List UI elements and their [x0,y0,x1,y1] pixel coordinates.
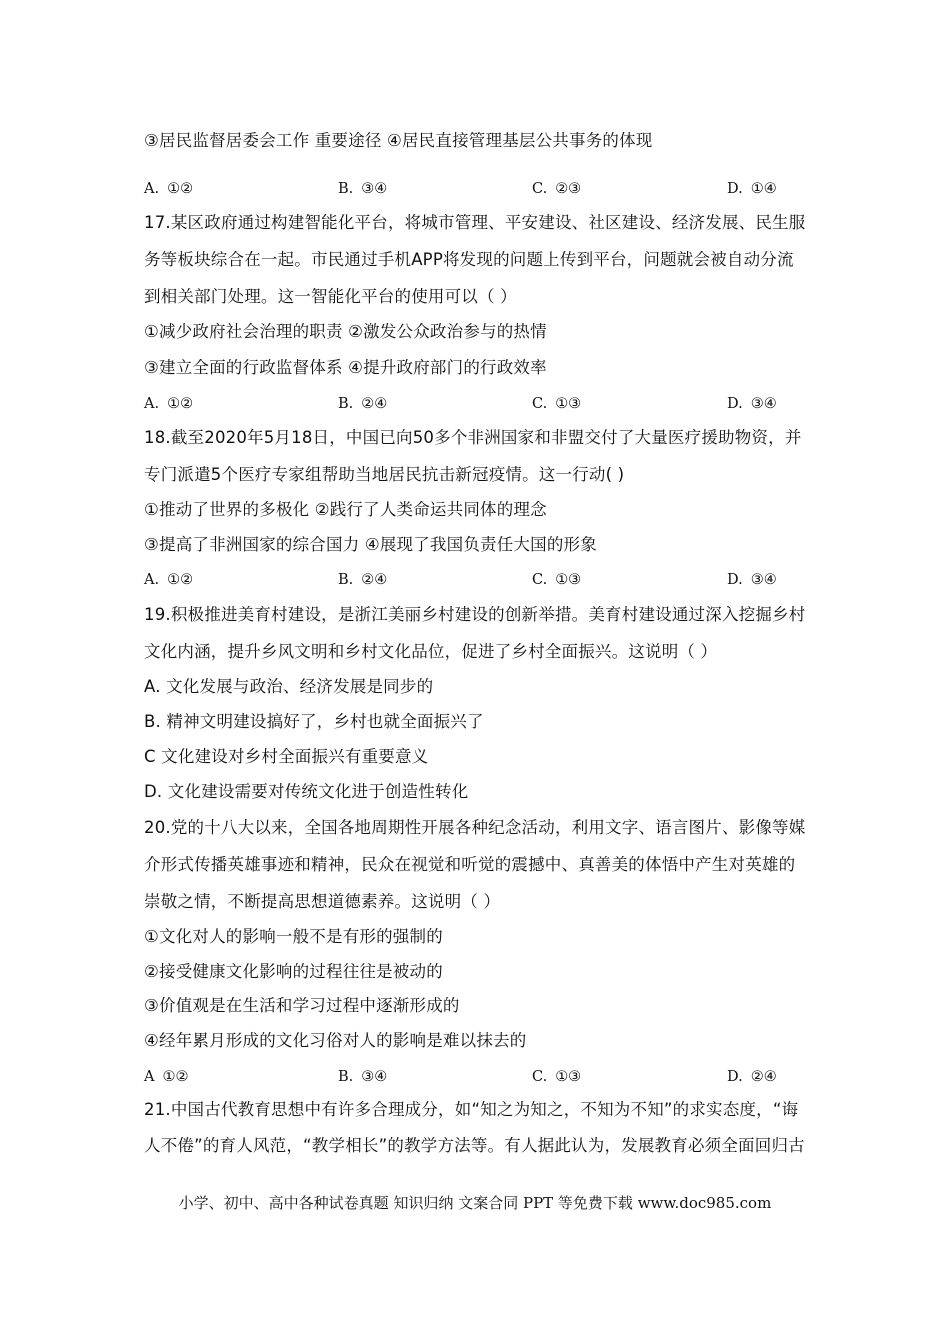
q16-options [144,179,824,199]
q18-stem-line-1: 18.截至2020年5月18日，中国已向50多个非洲国家和非盟交付了大量医疗援助物资，并 [144,428,802,447]
option-a: A. ①② [144,572,194,588]
option-d: D. ①④ [727,181,777,197]
option-d: D. ③④ [727,572,777,588]
option-b: B. ②④ [338,396,388,412]
q21-stem-line-2: 人不倦”的育人风范，“教学相长”的教学方法等。有人据此认为，发展教育必须全面回归古 [144,1136,805,1155]
option-c: C. ①③ [532,572,582,588]
q16-choice-line: ③居民监督居委会工作 重要途径 ④居民直接管理基层公共事务的体现 [144,131,653,150]
option-a: A ①② [144,1069,189,1085]
option-b: B. ②④ [338,572,388,588]
q19-option-a: A. 文化发展与政治、经济发展是同步的 [144,677,434,696]
q20-stem-line-2: 介形式传播英雄事迹和精神，民众在视觉和听觉的震撼中、真善美的体悟中产生对英雄的 [144,855,796,874]
q20-stem-line-3: 崇敬之情，不断提高思想道德素养。这说明（ ） [144,892,501,911]
q19-option-c: C 文化建设对乡村全面振兴有重要意义 [144,747,429,766]
q18-options [144,570,824,590]
q18-choice-line-2: ③提高了非洲国家的综合国力 ④展现了我国负责任大国的形象 [144,535,597,554]
page-footer: 小学、初中、高中各种试卷真题 知识归纳 文案合同 PPT 等免费下载 www.doc985.com [178,1194,772,1212]
q17-choice-line-1: ①减少政府社会治理的职责 ②激发公众政治参与的热情 [144,322,547,341]
q19-stem-line-2: 文化内涵，提升乡风文明和乡村文化品位，促进了乡村全面振兴。这说明（ ） [144,642,718,661]
option-a: A. ①② [144,181,194,197]
option-b: B. ③④ [338,1069,388,1085]
option-c: C. ①③ [532,396,582,412]
q20-choice-3: ③价值观是在生活和学习过程中逐渐形成的 [144,996,460,1015]
q17-options [144,394,824,414]
q20-choice-4: ④经年累月形成的文化习俗对人的影响是难以抹去的 [144,1031,527,1050]
q17-stem-line-3: 到相关部门处理。这一智能化平台的使用可以（ ） [144,287,517,306]
q17-stem-line-2: 务等板块综合在一起。市民通过手机APP将发现的问题上传到平台，问题就会被自动分流 [144,250,794,269]
q20-choice-1: ①文化对人的影响一般不是有形的强制的 [144,927,443,946]
q19-option-b: B. 精神文明建设搞好了，乡村也就全面振兴了 [144,712,484,731]
option-b: B. ③④ [338,181,388,197]
option-d: D. ②④ [727,1069,777,1085]
q17-stem-line-1: 17.某区政府通过构建智能化平台，将城市管理、平安建设、社区建设、经济发展、民生服 [144,213,806,232]
q18-stem-line-2: 专门派遣5个医疗专家组帮助当地居民抗击新冠疫情。这一行动( ) [144,465,625,484]
q21-stem-line-1: 21.中国古代教育思想中有许多合理成分，如“知之为知之，不知为不知”的求实态度，“诲 [144,1100,799,1119]
option-c: C. ①③ [532,1069,582,1085]
q17-choice-line-2: ③建立全面的行政监督体系 ④提升政府部门的行政效率 [144,358,547,377]
q20-choice-2: ②接受健康文化影响的过程往往是被动的 [144,962,443,981]
q18-choice-line-1: ①推动了世界的多极化 ②践行了人类命运共同体的理念 [144,500,547,519]
q19-stem-line-1: 19.积极推进美育村建设，是浙江美丽乡村建设的创新举措。美育村建设通过深入挖掘乡村 [144,605,806,624]
option-d: D. ③④ [727,396,777,412]
option-c: C. ②③ [532,181,582,197]
q19-option-d: D. 文化建设需要对传统文化进于创造性转化 [144,782,469,801]
option-a: A. ①② [144,396,194,412]
q20-options [144,1067,824,1087]
q20-stem-line-1: 20.党的十八大以来，全国各地周期性开展各种纪念活动，利用文字、语言图片、影像等媒 [144,818,806,837]
